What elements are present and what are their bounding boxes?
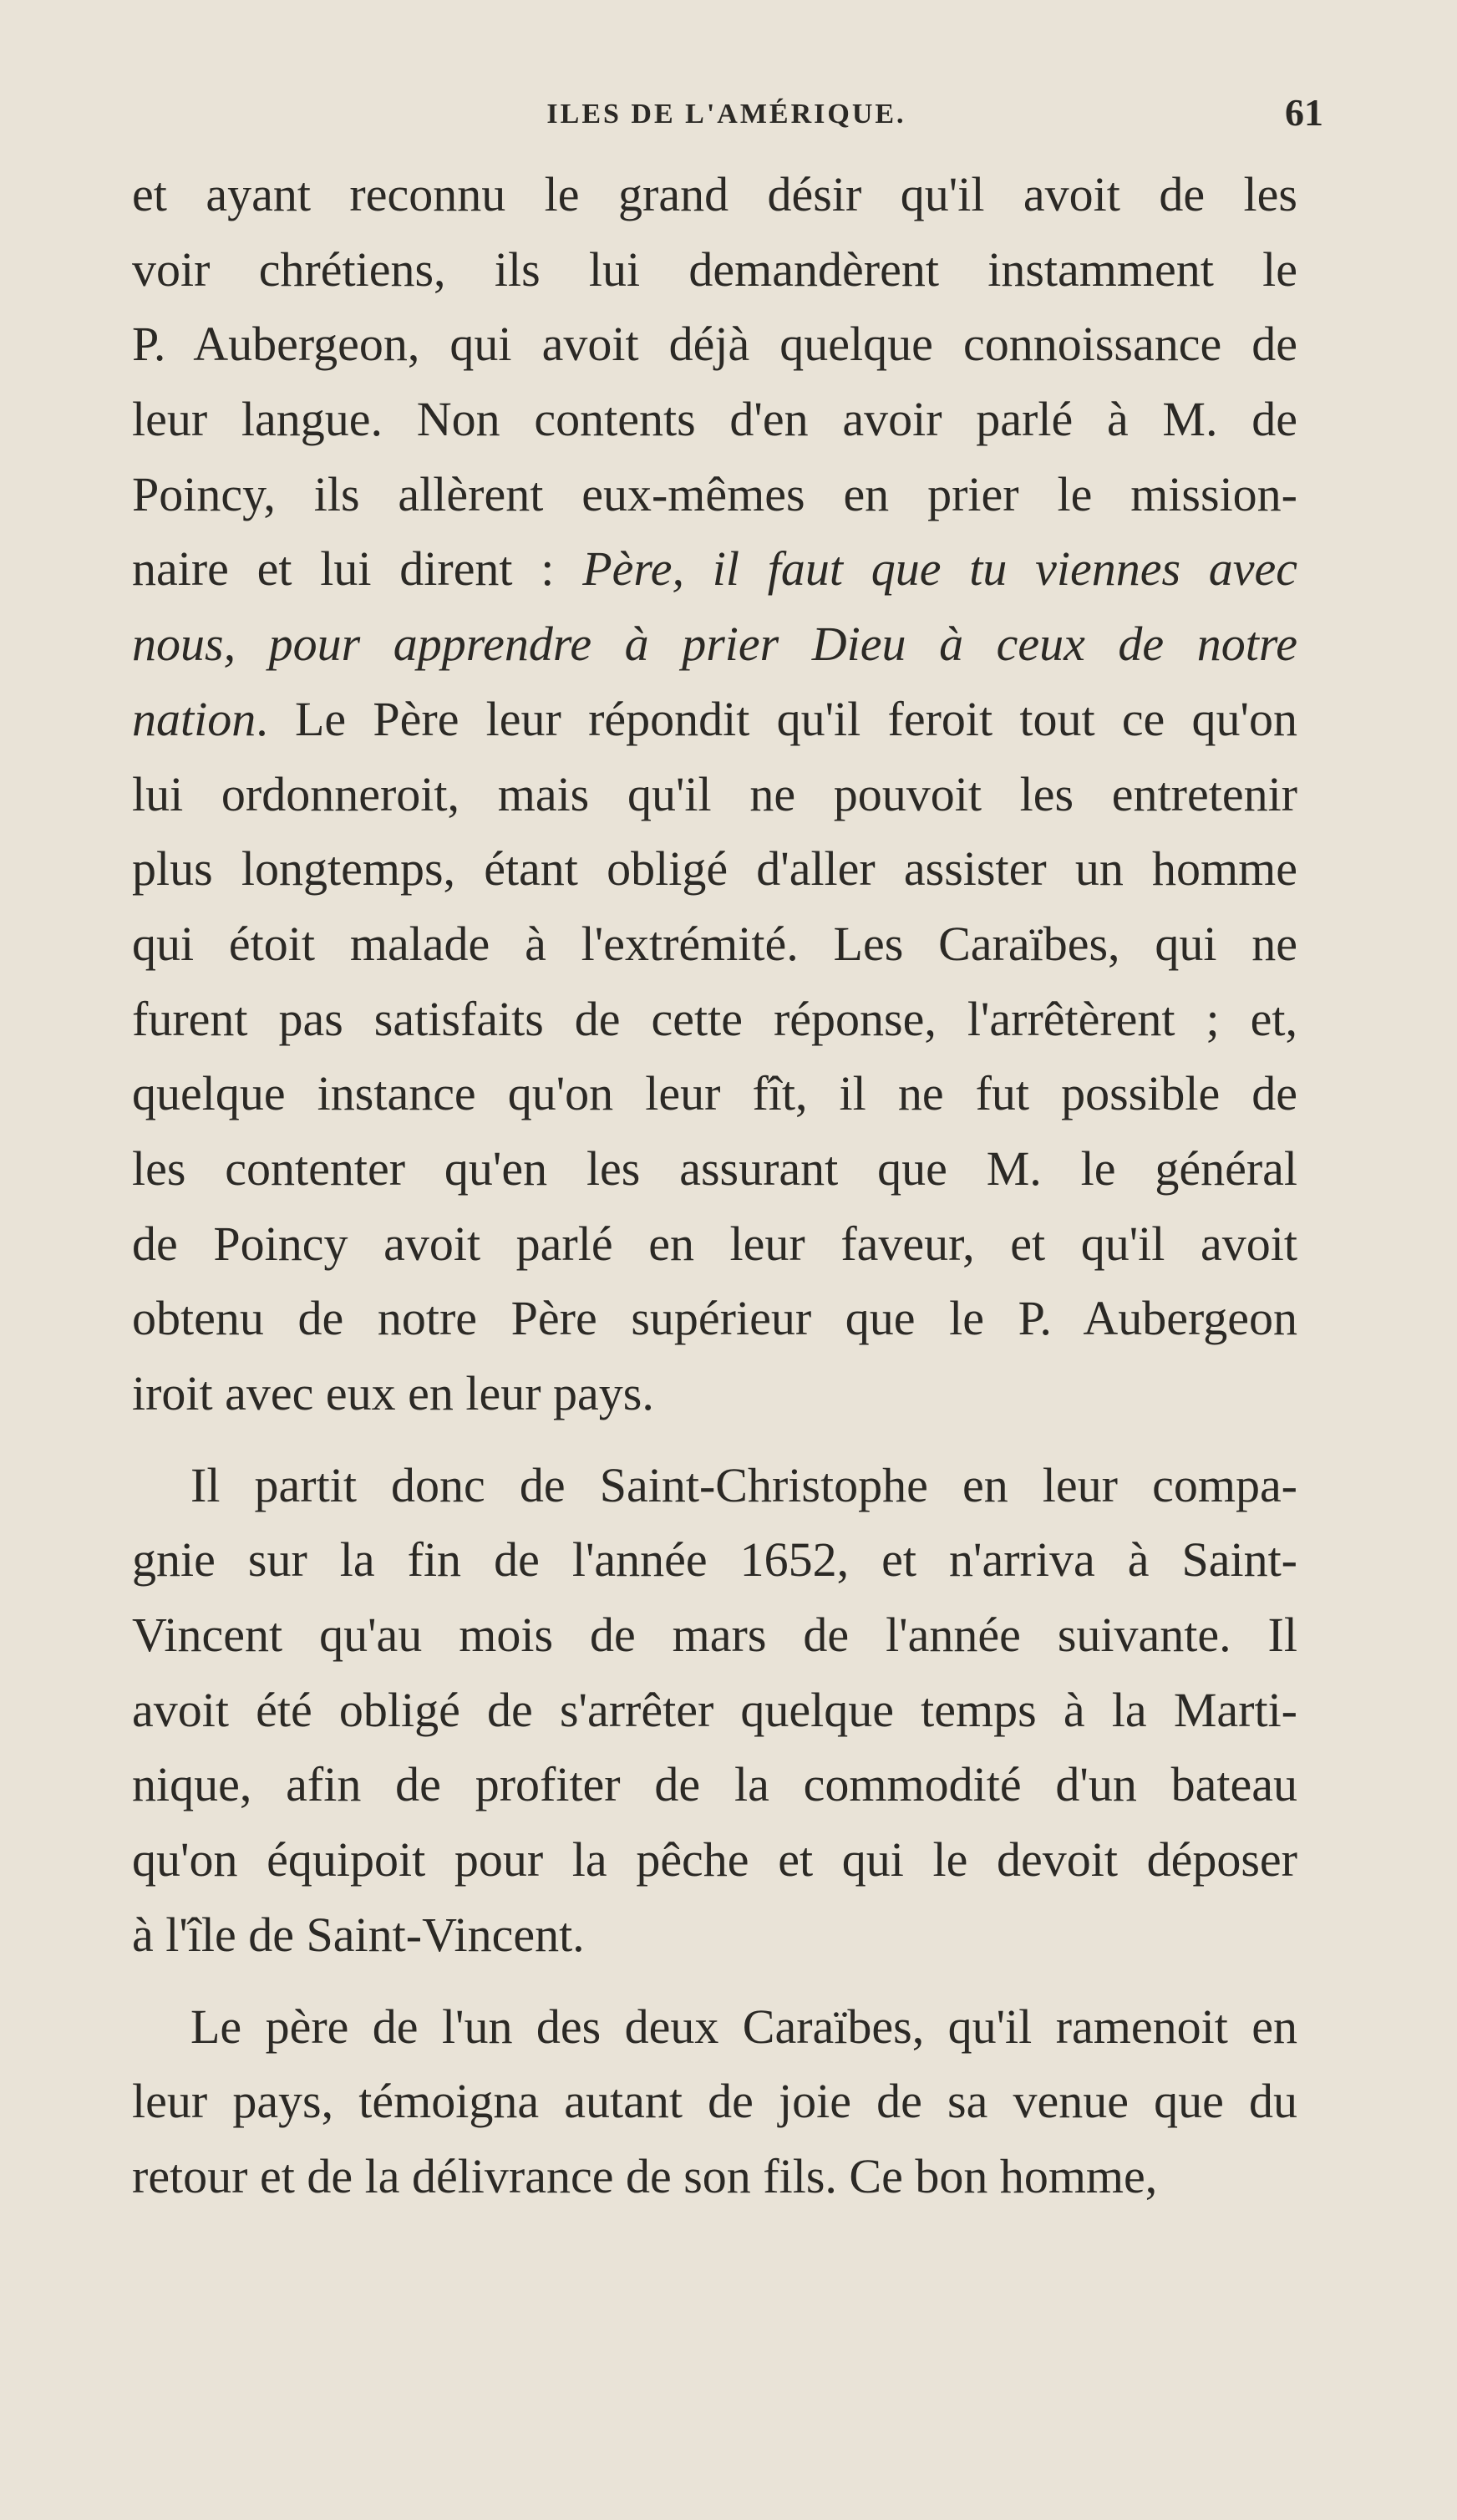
text-line xyxy=(132,2064,1297,2139)
text-line xyxy=(132,1281,1297,1356)
paragraph xyxy=(132,157,1297,1431)
italic-text: Père, il faut que tu viennes avec xyxy=(582,541,1297,597)
text-line xyxy=(132,831,1297,907)
text-segment: à l'île de Saint-Vincent. xyxy=(132,1907,585,1962)
running-head xyxy=(129,90,1323,132)
text-segment: naire et lui dirent : xyxy=(132,541,583,597)
text-line xyxy=(132,1207,1297,1282)
text-line xyxy=(132,1747,1297,1822)
text-line xyxy=(132,907,1297,982)
text-segment: leur langue. Non contents d'en avoir parlé à M. de xyxy=(132,392,1297,447)
text-line xyxy=(132,1056,1297,1131)
text-line xyxy=(132,1522,1297,1598)
text-segment: quelque instance qu'on leur fît, il ne fut possible de xyxy=(132,1066,1297,1121)
text-line xyxy=(132,1898,1297,1973)
text-segment: les contenter qu'en les assurant que M. le général xyxy=(132,1141,1297,1196)
text-line xyxy=(132,982,1297,1057)
text-line xyxy=(132,382,1297,457)
text-segment: Vincent qu'au mois de mars de l'année suivante. Il xyxy=(132,1608,1297,1663)
text-segment: nique, afin de profiter de la commodité d'un bateau xyxy=(132,1757,1297,1812)
paragraph-gap xyxy=(132,1973,1297,1989)
text-line xyxy=(132,232,1297,307)
paragraph-gap xyxy=(132,1431,1297,1448)
text-segment: Le père de l'un des deux Caraïbes, qu'il ramenoit en xyxy=(190,1999,1297,2054)
text-line xyxy=(132,531,1297,607)
text-segment: qui étoit malade à l'extrémité. Les Caraïbes, qui ne xyxy=(132,916,1297,971)
text-line xyxy=(132,1673,1297,1748)
text-line xyxy=(132,1356,1297,1431)
italic-text: nation xyxy=(132,691,256,746)
text-line xyxy=(132,757,1297,832)
paragraph xyxy=(132,1989,1297,2214)
text-line xyxy=(132,1131,1297,1207)
text-segment: plus longtemps, étant obligé d'aller assister un homme xyxy=(132,841,1297,897)
text-line xyxy=(132,1448,1297,1523)
text-segment: Poincy, ils allèrent eux-mêmes en prier le mission- xyxy=(132,466,1297,521)
text-line xyxy=(132,682,1297,757)
text-segment: iroit avec eux en leur pays. xyxy=(132,1366,654,1420)
text-line xyxy=(132,157,1297,232)
text-segment: furent pas satisfaits de cette réponse, l'arrêtèrent ; et, xyxy=(132,991,1297,1046)
italic-text: nous, pour apprendre à prier Dieu à ceux de notre xyxy=(132,617,1297,672)
body-text xyxy=(132,157,1297,2214)
text-segment: . Le Père leur répondit qu'il feroit tout ce qu'on xyxy=(256,691,1297,746)
text-line xyxy=(132,1822,1297,1898)
text-segment: gnie sur la fin de l'année 1652, et n'arriva à Saint- xyxy=(132,1532,1297,1588)
text-line xyxy=(132,607,1297,682)
text-segment: qu'on équipoit pour la pêche et qui le devoit déposer xyxy=(132,1832,1297,1887)
text-line xyxy=(132,457,1297,532)
page-number: 61 xyxy=(1285,91,1323,134)
text-segment: leur pays, témoigna autant de joie de sa venue que du xyxy=(132,2074,1297,2129)
text-segment: retour et de la délivrance de son fils. Ce bon homme, xyxy=(132,2148,1158,2203)
text-segment: voir chrétiens, ils lui demandèrent instamment le xyxy=(132,241,1297,297)
text-segment: de Poincy avoit parlé en leur faveur, et qu'il avoit xyxy=(132,1216,1297,1271)
text-segment: P. Aubergeon, qui avoit déjà quelque connoissance de xyxy=(132,317,1297,372)
text-segment: et ayant reconnu le grand désir qu'il avoit de les xyxy=(132,167,1297,221)
text-line xyxy=(132,2139,1297,2214)
paragraph xyxy=(132,1448,1297,1973)
text-segment: obtenu de notre Père supérieur que le P. Aubergeon xyxy=(132,1291,1297,1346)
running-title: ILES DE L'AMÉRIQUE. xyxy=(546,99,906,130)
text-line xyxy=(132,1989,1297,2065)
text-line xyxy=(132,1598,1297,1673)
text-segment: lui ordonneroit, mais qu'il ne pouvoit les entretenir xyxy=(132,766,1297,821)
text-line xyxy=(132,307,1297,382)
text-segment: Il partit donc de Saint-Christophe en leur compa- xyxy=(190,1457,1297,1512)
text-segment: avoit été obligé de s'arrêter quelque temps à la Marti- xyxy=(132,1682,1297,1737)
